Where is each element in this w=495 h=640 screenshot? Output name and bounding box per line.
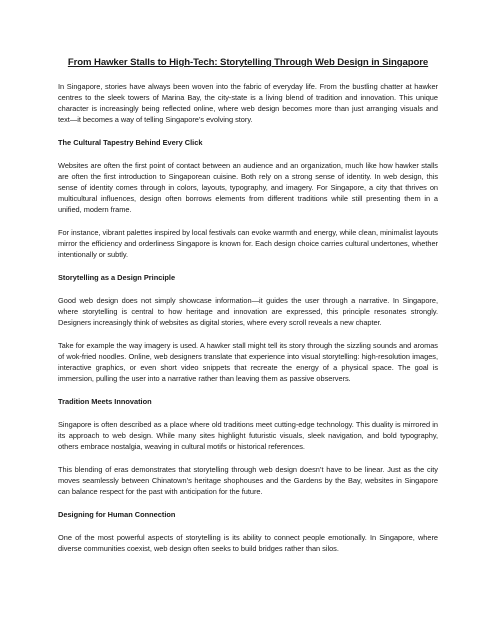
- paragraph: Websites are often the first point of contact between an audience and an organization, much like how hawker stalls are often the first introduction to Singaporean cuisine. Both rely on a strong sense of identity. In web design, this sense of identity comes through in colors, layouts, typography, and imagery. For Singapore, a city that thrives on multicultural influences, design often borrows elements from different traditions while still presenting them in a unified, modern frame.: [58, 161, 438, 214]
- paragraph: Singapore is often described as a place where old traditions meet cutting-edge technology. This duality is mirrored in its approach to web design. While many sites highlight futuristic visuals, sleek navigation, and bold typography, others embrace nostalgia, weaving in cultural motifs or historical references.: [58, 420, 438, 451]
- paragraph: This blending of eras demonstrates that storytelling through web design doesn’t have to be linear. Just as the city moves seamlessly between Chinatown’s heritage shophouses and the Gardens by the Bay, websites in Singapore can balance respect for the past with anticipation for the future.: [58, 465, 438, 496]
- document-title: From Hawker Stalls to High-Tech: Storytelling Through Web Design in Singapore: [67, 57, 429, 68]
- intro-paragraph: In Singapore, stories have always been woven into the fabric of everyday life. From the bustling chatter at hawker centres to the sleek towers of Marina Bay, the city-state is a living blend of tradition and innovation. This unique character is increasingly being reflected online, where web design becomes more than just arranging visuals and text—it becomes a way of telling Singapore’s evolving story.: [58, 82, 438, 124]
- paragraph: For instance, vibrant palettes inspired by local festivals can evoke warmth and energy, while clean, minimalist layouts mirror the efficiency and orderliness Singapore is known for. Each design choice carries cultural undertones, whether intentionally or subtly.: [58, 228, 438, 259]
- paragraph: One of the most powerful aspects of storytelling is its ability to connect people emotionally. In Singapore, where diverse communities coexist, web design often seeks to build bridges rather than silos.: [58, 533, 438, 553]
- section-heading-human-connection: Designing for Human Connection: [58, 510, 176, 519]
- paragraph: Take for example the way imagery is used. A hawker stall might tell its story through the sizzling sounds and aromas of wok-fried noodles. Online, web designers translate that experience into visual storytelling: high-resolution images, interactive graphics, or even short video snippets that recreate the energy of a physical space. The goal is immersion, pulling the user into a narrative rather than leaving them as passive observers.: [58, 341, 438, 383]
- section-heading-cultural-tapestry: The Cultural Tapestry Behind Every Click: [58, 138, 203, 147]
- paragraph: Good web design does not simply showcase information—it guides the user through a narrative. In Singapore, where storytelling is central to how heritage and innovation are expressed, this principle resonates strongly. Designers increasingly think of websites as digital stories, where every scroll reveals a new chapter.: [58, 296, 438, 327]
- section-heading-tradition-innovation: Tradition Meets Innovation: [58, 397, 152, 406]
- section-heading-storytelling-principle: Storytelling as a Design Principle: [58, 273, 176, 282]
